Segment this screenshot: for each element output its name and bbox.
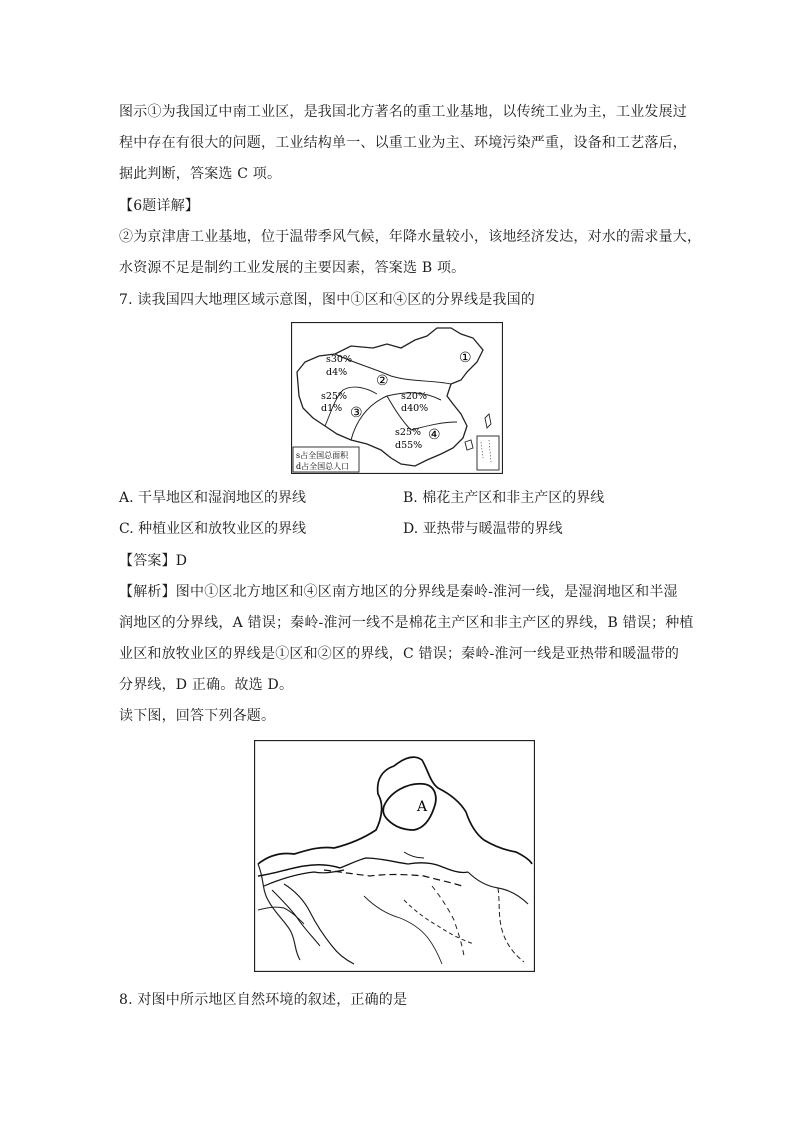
region-3-pop-share: d1% <box>321 403 343 414</box>
q7-analysis-line-1: 【解析】图中①区北方地区和④区南方地区的分界线是秦岭-淮河一线，是湿润地区和半湿 <box>119 584 678 600</box>
region-map-svg <box>254 740 535 972</box>
region-1-pop-share: d40% <box>401 403 429 414</box>
china-regions-map-svg <box>291 322 503 474</box>
question-7-stem: 7. 读我国四大地理区域示意图，图中①区和④区的分界线是我国的 <box>119 292 536 308</box>
q6-detail-heading: 【6题详解】 <box>119 198 200 214</box>
region-map <box>254 740 535 972</box>
region-4-pop-share: d55% <box>395 440 423 451</box>
map-label-a: A <box>417 799 428 815</box>
q6-detail-line-1: ②为京津唐工业基地，位于温带季风气候，年降水量较小，该地经济发达，对水的需求量大， <box>119 229 702 245</box>
china-regions-map <box>291 322 503 474</box>
q7-option-c: C. 种植业区和放牧业区的界线 <box>119 521 307 537</box>
question-group-intro: 读下图，回答下列各题。 <box>119 708 276 724</box>
region-label-1: ① <box>459 350 472 366</box>
q6-detail-line-2: 水资源不足是制约工业发展的主要因素，答案选 B 项。 <box>119 260 466 276</box>
legend-area: s占全国总面积 <box>296 451 349 460</box>
q7-analysis-line-4: 分界线，D 正确。故选 D。 <box>119 677 294 693</box>
q7-answer: 【答案】D <box>119 553 188 569</box>
region-label-4: ④ <box>428 427 441 443</box>
question-8-stem: 8. 对图中所示地区自然环境的叙述，正确的是 <box>119 992 408 1008</box>
explanation-line-3: 据此判断，答案选 C 项。 <box>119 166 282 182</box>
region-3-area-share: s25% <box>321 391 347 402</box>
region-label-2: ② <box>376 373 389 389</box>
q7-option-a: A. 干旱地区和湿润地区的界线 <box>119 490 307 506</box>
q7-option-b: B. 棉花主产区和非主产区的界线 <box>403 490 605 506</box>
explanation-line-1: 图示①为我国辽中南工业区，是我国北方著名的重工业基地，以传统工业为主，工业发展过 <box>119 104 687 120</box>
legend-population: d占全国总人口 <box>296 462 350 471</box>
region-4-area-share: s25% <box>395 427 421 438</box>
region-label-3: ③ <box>350 405 363 421</box>
region-2-pop-share: d4% <box>326 367 348 378</box>
explanation-line-2: 程中存在有很大的问题，工业结构单一、以重工业为主、环境污染严重，设备和工艺落后， <box>119 135 687 151</box>
q7-analysis-line-3: 业区和放牧业区的界线是①区和②区的界线，C 错误；秦岭-淮河一线是亚热带和暖温带的 <box>119 646 680 662</box>
region-1-area-share: s20% <box>401 391 427 402</box>
q7-option-d: D. 亚热带与暖温带的界线 <box>403 521 563 537</box>
region-2-area-share: s30% <box>326 354 352 365</box>
q7-analysis-line-2: 润地区的分界线，A 错误；秦岭-淮河一线不是棉花主产区和非主产区的界线，B 错误；种植 <box>119 615 694 631</box>
